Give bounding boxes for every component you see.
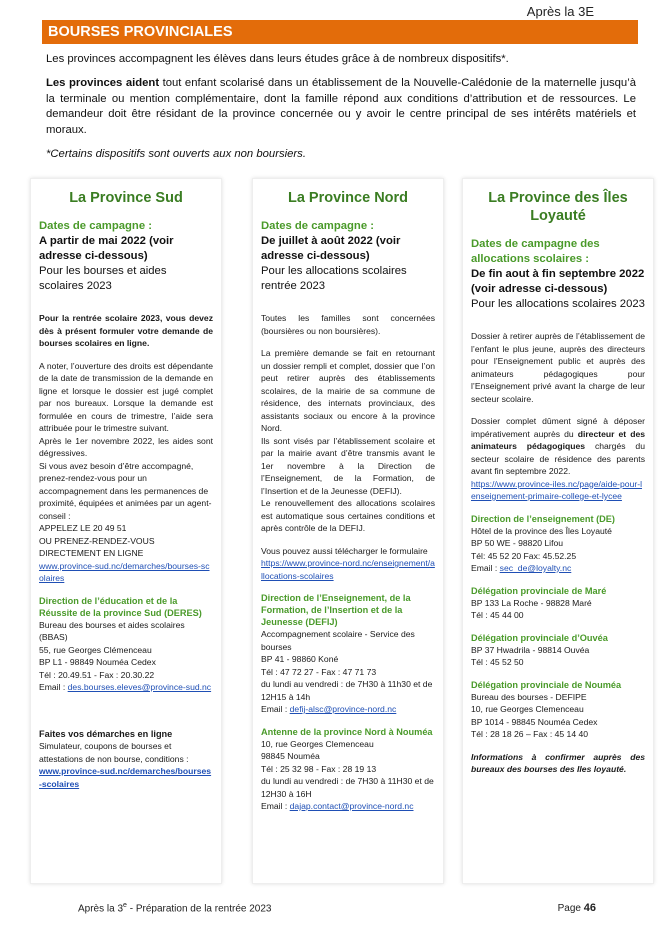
contact-line: BP 50 WE - 98820 Lifou [471, 538, 564, 548]
allocations-link[interactable]: https://www.province-nord.nc/enseignement/allocations-scolaires [261, 558, 435, 581]
phone-line: APPELEZ LE 20 49 51 [39, 523, 127, 533]
contact-block-mare [471, 585, 645, 622]
contact-line: BP 41 - 98860 Koné [261, 654, 339, 664]
campaign-note: Pour les bourses et aides scolaires 2023 [39, 265, 167, 292]
contact-line: Bureau des bourses - DEFIPE [471, 691, 587, 702]
online-line: OU PRENEZ-RENDEZ-VOUS DIRECTEMENT EN LIGNE [39, 535, 155, 558]
campaign-dates: De fin aout à fin septembre 2022 (voir adresse ci-dessous) [471, 268, 645, 295]
column-body [261, 312, 435, 813]
campaign-heading: Dates de campagne : [261, 220, 375, 232]
page-num: 46 [583, 902, 596, 914]
contact-line: BP L1 - 98849 Nouméa Cedex [39, 657, 156, 667]
email-label: Email : [39, 682, 68, 692]
intro-paragraph-1: Les provinces accompagnent les élèves dans leurs études grâce à de nombreux dispositifs*. [46, 53, 509, 65]
contact-line: 98845 Nouméa [261, 751, 320, 761]
contact-title: Direction de l’éducation et de la Réussite de la province Sud (DERES) [39, 595, 202, 618]
contact-line: Tél : 47 72 27 - Fax : 47 71 73 [261, 666, 377, 677]
contact-line: BP 1014 - 98845 Nouméa Cedex [471, 716, 598, 727]
paragraph: Si vous avez besoin d’être accompagné, prenez-rendez-vous pour un accompagnement dans les permanences de proximité, équipées et animées par un agent-conseil : [39, 460, 212, 521]
paragraph: A noter, l’ouverture des droits est dépendante de la date de transmission de la demande en ligne et lorsque le dossier est jugé complet par nos bureaux. Lorsque la demande est formulée en cours de trimestre, l’aide sera attribuée pour le trimestre suivant. [39, 360, 213, 433]
text-span: Dossier complet dûment signé à déposer impérativement auprès du [471, 416, 645, 439]
campaign-dates: A partir de mai 2022 (voir adresse ci-dessous) [39, 235, 174, 262]
contact-block-ouvea [471, 632, 645, 669]
contact-block-antenne [261, 726, 435, 813]
campaign-note: Pour les allocations scolaires 2023 [471, 298, 645, 310]
email-link[interactable]: des.bourses.eleves@province-sud.nc [67, 682, 212, 692]
contact-line: Tél : 45 44 00 [471, 610, 524, 620]
paragraph [471, 415, 645, 478]
contact-line: Tél : 25 32 98 - Fax : 28 19 13 [261, 763, 377, 774]
contact-title: Délégation provinciale de Nouméa [471, 679, 622, 690]
column-title: La Province Nord [287, 190, 409, 206]
contact-title: Délégation provinciale d’Ouvéa [471, 632, 608, 643]
iles-link[interactable]: https://www.province-iles.nc/page/aide-pour-lenseignement-primaire-college-et-lycee [471, 478, 643, 501]
contact-email-line [261, 703, 435, 716]
contact-line: 10, rue Georges Clemenceau [261, 738, 374, 749]
email-label: Email : [261, 704, 290, 714]
column-title: La Province des Îles Loyauté [488, 190, 628, 224]
contact-line: du lundi au vendredi : de 7H30 à 11H30 et de 12H30 à 16H [261, 776, 434, 799]
online-text: Simulateur, coupons de bourses et attestations de non bourse, conditions : [39, 741, 189, 764]
text-span: chargés du secteur scolaire de résidence des parents avant fin septembre 2022. [471, 441, 645, 476]
contact-title: Délégation provinciale de Maré [471, 585, 607, 596]
contact-title: Direction de l’Enseignement, de la Formation, de l’Insertion et de la Jeunesse (DEFIJ) [261, 593, 411, 627]
contact-line: BP 37 Hwadrila - 98814 Ouvéa [471, 644, 590, 655]
column-province-iles [462, 178, 654, 884]
column-body [471, 330, 645, 776]
paragraph: Toutes les familles sont concernées (boursières ou non boursières). [261, 313, 435, 336]
final-note: Informations à confirmer auprès des bureaux des bourses des Iles loyauté. [471, 751, 645, 774]
contact-block-deres [39, 595, 213, 694]
contact-line: Tél : 20.49.51 - Fax : 20.30.22 [39, 669, 155, 680]
footer-text: Après la 3 [78, 903, 124, 915]
intro-text: tout enfant scolarisé dans un établissement de la Nouvelle-Calédonie de la maternelle jusqu’à la terminale ou mention complémentaire, dont la famille répond aux conditions d’attribution et de ressources. Le demandeur doit être résidant de la province concernée ou y avoir le centre principal de ses intérêts matériels et moraux. [46, 77, 636, 136]
contact-email-line [261, 800, 435, 813]
paragraph: Dossier à retirer auprès de l’établissement de l’enfant le plus jeune, auprès des directeurs pour l’Enseignement public et auprès des animateurs pédagogiques pour l’Enseignement privé avant la charge de leur secteur scolaire. [471, 331, 645, 404]
intro-block [46, 52, 636, 171]
contact-block-defij [261, 592, 435, 716]
contact-email-line [39, 681, 213, 694]
header-label: Après la 3E [526, 4, 594, 19]
page-number [558, 902, 596, 914]
email-link[interactable]: dajap.contact@province-nord.nc [289, 801, 414, 811]
paragraph: Ils sont visés par l’établissement scolaire et par la mairie avant d’être transmis avant le 1er novembre à la Direction de l’Enseignement, de la Formation, de l’Insertion et de la Jeunesse (DEFIJ). [261, 435, 435, 496]
online-block [39, 728, 213, 791]
paragraph: Pour la rentrée scolaire 2023, vous devez dès à présent formuler votre demande de bourses scolaires en ligne. [39, 313, 213, 348]
paragraph: Le renouvellement des allocations scolaires est automatique sous certaines conditions et après contrôle de la DEFIJ. [261, 498, 435, 533]
contact-title: Direction de l’enseignement (DE) [471, 513, 615, 524]
contact-line: Tél : 28 18 26 – Fax : 45 14 40 [471, 729, 589, 739]
email-label: Email : [261, 801, 290, 811]
paragraph: Après le 1er novembre 2022, les aides sont dégressives. [39, 435, 213, 458]
intro-paragraph-2 [46, 76, 636, 138]
bourses-link[interactable]: www.province-sud.nc/demarches/bourses-scolaires [39, 560, 210, 583]
contact-line: Accompagnement scolaire - Service des bourses [261, 629, 415, 652]
email-link[interactable]: sec_de@loyalty.nc [499, 563, 572, 573]
paragraph: La première demande se fait en retournant un dossier rempli et complet, dossier que l’on peut retirer auprès des établissements scolaires, de la mairie de sa commune de résidence, des internats provinciaux, des assistants sociaux ou encore à la province Nord. [261, 348, 435, 433]
contact-line: Tél: 45 52 20 Fax: 45.52.25 [471, 550, 577, 561]
campaign-heading: Dates de campagne des allocations scolaires : [471, 238, 600, 265]
contact-block-de [471, 513, 645, 575]
online-link[interactable]: www.province-sud.nc/demarches/bourses-scolaires [39, 766, 212, 789]
column-province-nord [252, 178, 444, 884]
column-body [39, 312, 213, 790]
campaign-note: Pour les allocations scolaires rentrée 2023 [261, 265, 407, 292]
text-bold: directeur et des animateurs pédagogiques [471, 428, 646, 451]
page-label: Page [557, 903, 584, 914]
download-text: Vous pouvez aussi télécharger le formulaire [261, 545, 428, 556]
footer-sup: e [123, 902, 127, 909]
contact-line: 55, rue Georges Clémenceau [39, 644, 152, 655]
email-label: Email : [471, 563, 500, 573]
contact-block-noumea [471, 679, 645, 741]
contact-line: Hôtel de la province des Îles Loyauté [471, 525, 612, 536]
contact-line: Bureau des bourses et aides scolaires (BBAS) [39, 619, 185, 642]
contact-line: BP 133 La Roche - 98828 Maré [471, 597, 592, 608]
section-banner: BOURSES PROVINCIALES [42, 20, 638, 44]
contact-line: du lundi au vendredi : de 7H30 à 11h30 et de 12H15 à 14h [261, 679, 433, 702]
intro-note: *Certains dispositifs sont ouverts aux non boursiers. [46, 148, 306, 161]
email-link[interactable]: defij-alsc@province-nord.nc [289, 704, 397, 714]
footer-text: - Préparation de la rentrée 2023 [126, 903, 272, 915]
contact-line: Tél : 45 52 50 [471, 657, 524, 667]
campaign-heading: Dates de campagne : [39, 220, 153, 232]
online-title: Faites vos démarches en ligne [39, 728, 173, 739]
contact-title: Antenne de la province Nord à Nouméa [261, 726, 433, 737]
contact-line: 10, rue Georges Clemenceau [471, 704, 584, 714]
footer-title [78, 902, 271, 914]
contact-email-line [471, 562, 645, 575]
campaign-dates: De juillet à août 2022 (voir adresse ci-dessous) [261, 235, 401, 262]
column-title: La Province Sud [69, 190, 183, 206]
intro-bold: Les provinces aident [46, 77, 160, 90]
column-province-sud [30, 178, 222, 884]
